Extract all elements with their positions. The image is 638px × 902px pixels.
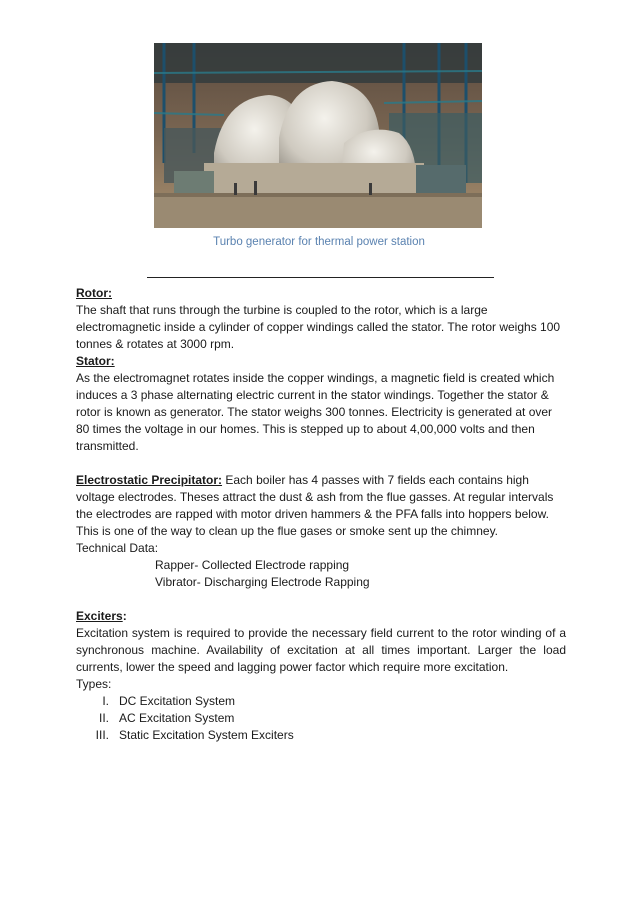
- list-number: I.: [102, 694, 109, 708]
- exciters-heading-line: [76, 608, 566, 625]
- horizontal-rule: [147, 277, 494, 278]
- list-label: AC Excitation System: [119, 711, 235, 725]
- precipitator-heading: Electrostatic Precipitator:: [76, 473, 223, 487]
- technical-data-item: Rapper- Collected Electrode rapping: [155, 558, 350, 572]
- turbo-generator-photo: [154, 43, 482, 228]
- list-number: III.: [95, 728, 109, 742]
- precipitator-body: Each boiler has 4 passes with 7 fields each contains high voltage electrodes. Theses attract the dust & ash from the flue gasses. At regular intervals the electrodes are rapped with motor driven hammers & the PFA falls into hoppers below. This is one of the way to clean up the flue gases or smoke sent up the chimney.: [76, 473, 554, 538]
- exciters-heading: Exciters: [76, 609, 123, 623]
- precipitator-paragraph: [76, 472, 566, 540]
- list-label: Static Excitation System Exciters: [119, 728, 294, 742]
- rotor-heading: Rotor:: [76, 286, 112, 300]
- technical-data-label: Technical Data:: [76, 541, 159, 555]
- rotor-paragraph: The shaft that runs through the turbine is coupled to the rotor, which is a large electromagnetic inside a cylinder of copper windings called the stator. The rotor weighs 100 tonnes & rotates at 3000 rpm.: [76, 303, 561, 351]
- exciters-colon: :: [122, 609, 127, 623]
- list-item: [76, 693, 566, 710]
- types-label: Types:: [76, 677, 112, 691]
- exciters-paragraph: Excitation system is required to provide the necessary field current to the rotor winding of a synchronous machine. Availability of excitation at all times important. Larger the load currents, lower the speed and lagging power factor which require more excitation.: [76, 626, 566, 674]
- technical-data-item: Vibrator- Discharging Electrode Rapping: [155, 575, 370, 589]
- list-number: II.: [98, 711, 109, 725]
- stator-paragraph: As the electromagnet rotates inside the copper windings, a magnetic field is created which induces a 3 phase alternating electric current in the stator windings. Together the stator & rotor is known as generator. The stator weighs 300 tonnes. Electricity is generated at over 80 times the voltage in our homes. This is stepped up to about 4,00,000 volts and then transmitted.: [76, 371, 555, 453]
- figure-caption: Turbo generator for thermal power station: [213, 236, 425, 248]
- stator-heading: Stator:: [76, 354, 115, 368]
- list-item: [76, 710, 566, 727]
- document-body: [76, 285, 566, 744]
- list-item: [76, 727, 566, 744]
- list-label: DC Excitation System: [119, 694, 236, 708]
